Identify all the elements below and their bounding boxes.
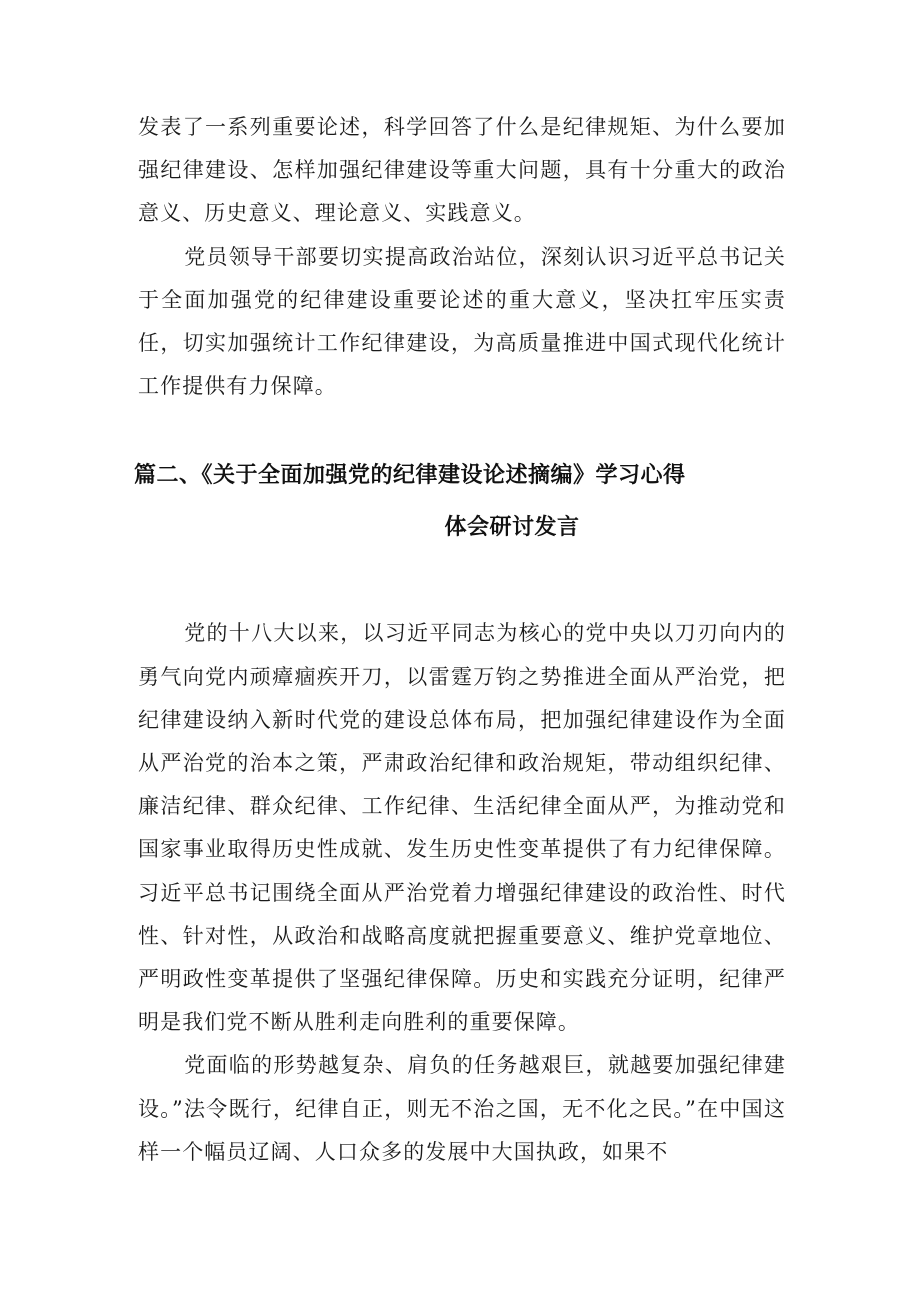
section-title-line-2: 体会研讨发言 xyxy=(444,515,580,541)
spacer xyxy=(138,554,786,612)
section-title-line-1: 篇二、《关于全面加强党的纪律建设论述摘编》学习心得 xyxy=(134,463,686,489)
paragraph-continuation: 发表了一系列重要论述，科学回答了什么是纪律规矩、为什么要加强纪律建设、怎样加强纪律建设等重大问题，具有十分重大的政治意义、历史意义、理论意义、实践意义。 xyxy=(138,115,786,226)
paragraph-responsibility: 党员领导干部要切实提高政治站位，深刻认识习近平总书记关于全面加强党的纪律建设重要论述的重大意义，坚决扛牢压实责任，切实加强统计工作纪律建设，为高质量推进中国式现代化统计工作提供有力保障。 xyxy=(138,244,786,399)
paragraph-situation-complex: 党面临的形势越复杂、肩负的任务越艰巨，就越要加强纪律建设。”法令既行，纪律自正，则无不治之国，无不化之民。”在中国这样一个幅员辽阔、人口众多的发展中大国执政，如果不 xyxy=(138,1053,786,1164)
document-body xyxy=(134,106,786,1174)
section-title xyxy=(134,450,786,554)
paragraph-since-18th-congress: 党的十八大以来，以习近平同志为核心的党中央以刀刃向内的勇气向党内顽瘴痼疾开刀，以雷霆万钧之势推进全面从严治党，把纪律建设纳入新时代党的建设总体布局，把加强纪律建设作为全面从严治党的治本之策，严肃政治纪律和政治规矩，带动组织纪律、廉洁纪律、群众纪律、工作纪律、生活纪律全面从严，为推动党和国家事业取得历史性成就、发生历史性变革提供了有力纪律保障。习近平总书记围绕全面从严治党着力增强纪律建设的政治性、时代性、针对性，从政治和战略高度就把握重要意义、维护党章地位、严明政性变革提供了坚强纪律保障。历史和实践充分证明，纪律严明是我们党不断从胜利走向胜利的重要保障。 xyxy=(138,621,786,1035)
spacer xyxy=(138,408,786,450)
